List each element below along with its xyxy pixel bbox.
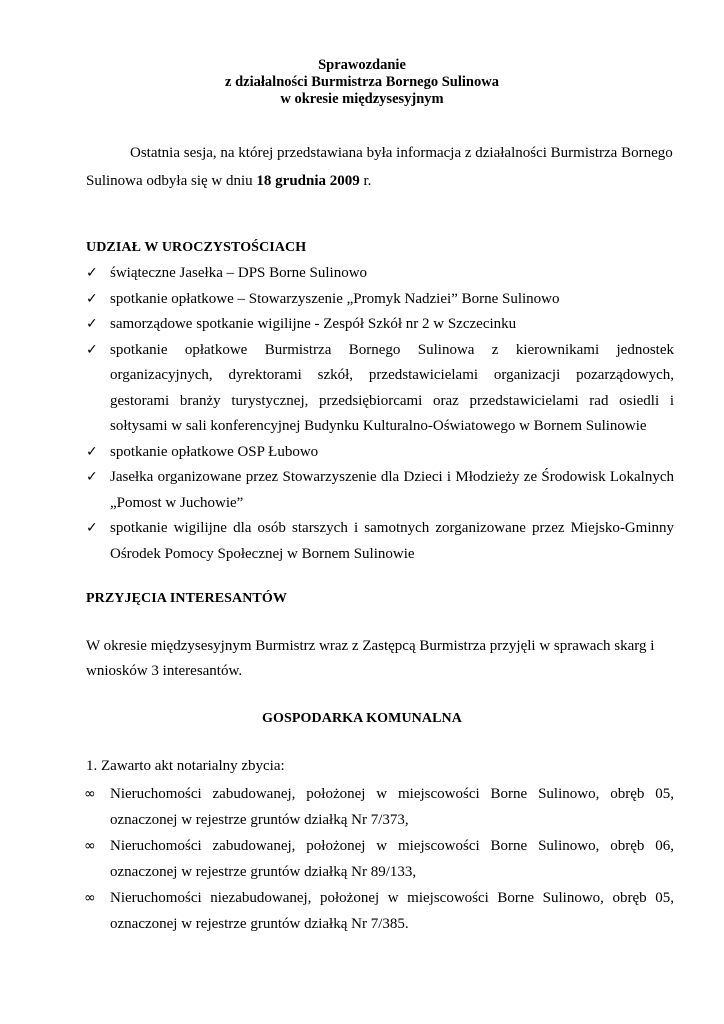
- checkmark-icon: ✓: [86, 469, 98, 485]
- checkmark-icon: ✓: [86, 316, 98, 332]
- intro-suffix: r.: [359, 173, 372, 189]
- list-item: ✓ spotkanie wigilijne dla osób starszych i samotnych zorganizowane przez Miejsko-Gminny Ośrodek Pomocy Społecznej w Bornem Sulinowie: [86, 516, 674, 567]
- checkmark-icon: ✓: [86, 265, 98, 281]
- list-item: ✓ spotkanie opłatkowe Burmistrza Bornego Sulinowa z kierownikami jednostek organizacyjnych, dyrektorami szkół, przedstawicielami organizacji pozarządowych, gestorami branży turystycznej, przedsiębiorcami oraz przedstawicielami rad osiedli i sołtysami w sali konferencyjnej Budynku Kulturalno-Oświatowego w Bornem Sulinowie: [86, 338, 674, 440]
- document-subtitle: z działalności Burmistrza Bornego Sulinowa: [225, 74, 499, 90]
- list-item: ✓ samorządowe spotkanie wigilijne - Zespół Szkół nr 2 w Szczecinku: [86, 312, 674, 338]
- intro-text: Ostatnia sesja, na której przedstawiana była informacja z działalności Burmistrza Bornego Sulinowa odbyła się w dniu: [86, 145, 673, 189]
- visitors-paragraph: W okresie międzysesyjnym Burmistrz wraz z Zastępcą Burmistrza przyjęli w sprawach skarg i wniosków 3 interesantów.: [86, 638, 655, 679]
- checkmark-icon: ✓: [86, 443, 98, 460]
- document-period: w okresie międzysesyjnym: [280, 91, 444, 107]
- checkmark-icon: ✓: [86, 520, 98, 536]
- list-item: ∞ Nieruchomości niezabudowanej, położonej w miejscowości Borne Sulinowo, obręb 05, oznaczonej w rejestrze gruntów działką Nr 7/385.: [86, 885, 674, 937]
- session-date: 18 grudnia 2009: [256, 173, 360, 189]
- list-item: ✓ świąteczne Jasełka – DPS Borne Sulinowo: [86, 261, 674, 287]
- infinity-icon: ∞: [84, 890, 96, 906]
- section-heading-visitors: PRZYJĘCIA INTERESANTÓW: [86, 591, 287, 606]
- intro-paragraph: [86, 139, 686, 195]
- list-item: ∞ Nieruchomości zabudowanej, położonej w miejscowości Borne Sulinowo, obręb 06, oznaczonej w rejestrze gruntów działką Nr 89/133,: [86, 833, 674, 885]
- list-item: ✓ spotkanie opłatkowe OSP Łubowo: [86, 440, 674, 466]
- infinity-icon: ∞: [84, 786, 96, 802]
- ceremonies-list: [86, 261, 674, 567]
- list-item: ✓ spotkanie opłatkowe – Stowarzyszenie „Promyk Nadziei” Borne Sulinowo: [86, 287, 674, 313]
- infinity-icon: ∞: [84, 838, 96, 854]
- section-heading-communal: GOSPODARKA KOMUNALNA: [262, 711, 462, 726]
- numbered-point: 1. Zawarto akt notarialny zbycia:: [86, 758, 285, 774]
- list-item: ∞ Nieruchomości zabudowanej, położonej w miejscowości Borne Sulinowo, obręb 05, oznaczonej w rejestrze gruntów działką Nr 7/373,: [86, 781, 674, 833]
- document-title: Sprawozdanie: [318, 57, 406, 73]
- list-item: ✓ Jasełka organizowane przez Stowarzyszenie dla Dzieci i Młodzieży ze Środowisk Lokalnych „Pomost w Juchowie”: [86, 465, 674, 516]
- section-heading-ceremonies: UDZIAŁ W UROCZYSTOŚCIACH: [86, 240, 307, 255]
- checkmark-icon: ✓: [86, 341, 98, 358]
- property-list: [86, 781, 674, 937]
- checkmark-icon: ✓: [86, 290, 98, 307]
